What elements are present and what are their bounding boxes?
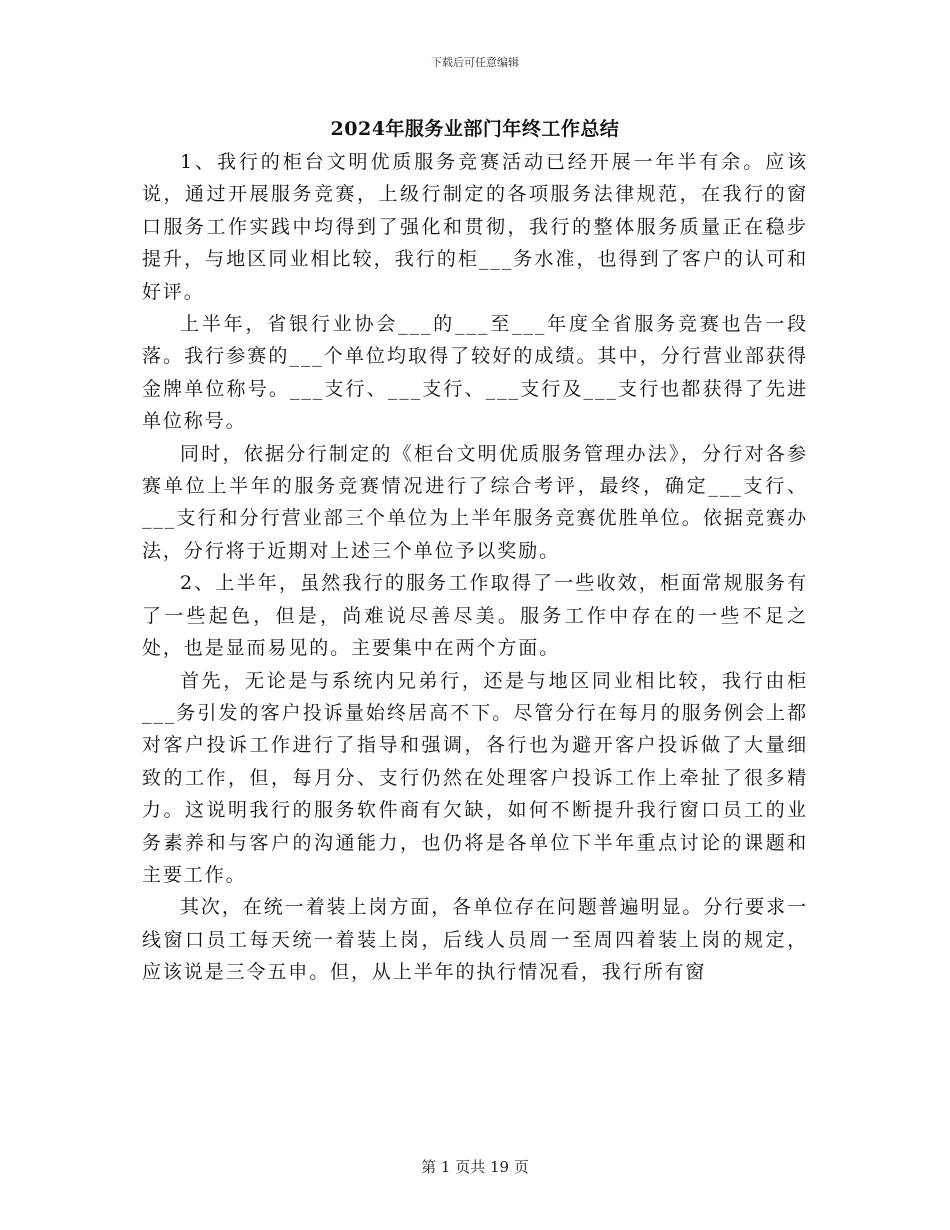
paragraph: 同时，依据分行制定的《柜台文明优质服务管理办法》，分行对各参赛单位上半年的服务竞赛情况进行了综合考评，最终，确定___支行、___支行和分行营业部三个单位为上半年服务竞赛优胜单位。依据竞赛办法，分行将于近期对上述三个单位予以奖励。 (142, 442, 808, 562)
paragraph: 其次，在统一着装上岗方面，各单位存在问题普遍明显。分行要求一线窗口员工每天统一着装上岗，后线人员周一至周四着装上岗的规定，应该说是三令五申。但，从上半年的执行情况看，我行所有窗 (142, 896, 808, 984)
page-number: 第 1 页共 19 页 (421, 1158, 529, 1176)
document-title: 2024年服务业部门年终工作总结 (330, 118, 620, 140)
header-note: 下载后可任意编辑 (431, 56, 519, 69)
paragraph: 上半年，省银行业协会___的___至___年度全省服务竞赛也告一段落。我行参赛的___个单位均取得了较好的成绩。其中，分行营业部获得金牌单位称号。___支行、___支行、___支行及___支行也都获得了先进单位称号。 (142, 313, 808, 433)
paragraph: 2、上半年，虽然我行的服务工作取得了一些收效，柜面常规服务有了一些起色，但是，尚难说尽善尽美。服务工作中存在的一些不足之处，也是显而易见的。主要集中在两个方面。 (142, 572, 808, 660)
paragraph: 1、我行的柜台文明优质服务竞赛活动已经开展一年半有余。应该说，通过开展服务竞赛，上级行制定的各项服务法律规范，在我行的窗口服务工作实践中均得到了强化和贯彻，我行的整体服务质量正在稳步提升，与地区同业相比较，我行的柜___务水准，也得到了客户的认可和好评。 (142, 151, 808, 303)
paragraph: 首先，无论是与系统内兄弟行，还是与地区同业相比较，我行由柜___务引发的客户投诉量始终居高不下。尽管分行在每月的服务例会上都对客户投诉工作进行了指导和强调，各行也为避开客户投诉做了大量细致的工作，但，每月分、支行仍然在处理客户投诉工作上牵扯了很多精力。这说明我行的服务软件商有欠缺，如何不断提升我行窗口员工的业务素养和与客户的沟通能力，也仍将是各单位下半年重点讨论的课题和主要工作。 (142, 669, 808, 886)
document-body (142, 146, 808, 989)
